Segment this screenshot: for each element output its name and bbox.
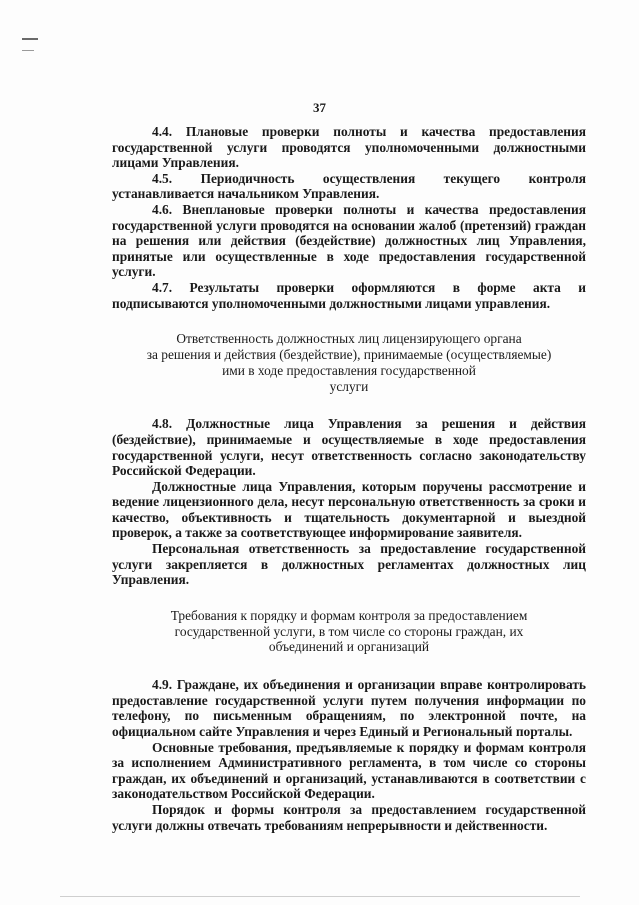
- scan-edge-line: [60, 896, 580, 897]
- paragraph-control-procedure: Порядок и формы контроля за предоставлением государственной услуги должны отвечать требованиям непрерывности и действенности.: [112, 801, 586, 833]
- paragraph-4-7: 4.7. Результаты проверки оформляются в форме акта и подписываются уполномоченными должностными лицами управления.: [112, 279, 586, 311]
- paragraph-4-4: 4.4. Плановые проверки полноты и качества предоставления государственной услуги проводятся уполномоченными должностными лицами Управления.: [112, 124, 586, 171]
- page-number: 37: [313, 100, 326, 115]
- section-heading-control-requirements: [112, 608, 586, 655]
- section-heading-line: объединений и организаций: [268, 639, 430, 655]
- section-heading-responsibility: [112, 331, 586, 394]
- paragraph-4-8: 4.8. Должностные лица Управления за решения и действия (бездействие), принимаемые и осуществляемые в ходе предоставления государственной услуги, несут ответственность согласно законодательству Российской Федерации.: [112, 416, 586, 479]
- section-heading-line: Ответственность должностных лиц лицензирующего органа: [176, 331, 522, 347]
- scan-artifact-mark: [22, 50, 34, 51]
- paragraph-4-6: 4.6. Внеплановые проверки полноты и качества предоставления государственной услуги проводятся на основании жалоб (претензий) граждан на решения или действия (бездействие) должностных лиц Управления, принятые или осуществленные в ходе предоставления государственной услуги.: [112, 201, 586, 280]
- paragraph-officials-responsibility: Должностные лица Управления, которым поручены рассмотрение и ведение лицензионного дела, несут персональную ответственность за сроки и качество, объективность и тщательность документарной и выездной проверок, а также за соответствующее информирование заявителя.: [112, 478, 586, 541]
- scan-artifact-mark: [22, 38, 38, 40]
- section-heading-line: ими в ходе предоставления государственной: [222, 362, 476, 378]
- section-heading-line: государственной услуги, в том числе со стороны граждан, их: [174, 623, 524, 639]
- section-heading-line: услуги: [329, 378, 369, 394]
- paragraph-4-5: 4.5. Периодичность осуществления текущего контроля устанавливается начальником Управления.: [112, 170, 586, 202]
- paragraph-4-9: 4.9. Граждане, их объединения и организации вправе контролировать предоставление государственной услуги путем получения информации по телефону, по письменным обращениям, по электронной почте, на официальном сайте Управления и через Единый и Региональный порталы.: [112, 677, 586, 740]
- section-heading-line: за решения и действия (бездействие), принимаемые (осуществляемые): [146, 346, 552, 362]
- document-body: [112, 124, 586, 833]
- section-heading-line: Требования к порядку и формам контроля за предоставлением: [170, 607, 528, 623]
- paragraph-personal-responsibility: Персональная ответственность за предоставление государственной услуги закрепляется в должностных регламентах должностных лиц Управления.: [112, 541, 586, 588]
- paragraph-basic-requirements: Основные требования, предъявляемые к порядку и формам контроля за исполнением Административного регламента, в том числе со стороны граждан, их объединений и организаций, устанавливаются в соответствии с законодательством Российской Федерации.: [112, 739, 586, 802]
